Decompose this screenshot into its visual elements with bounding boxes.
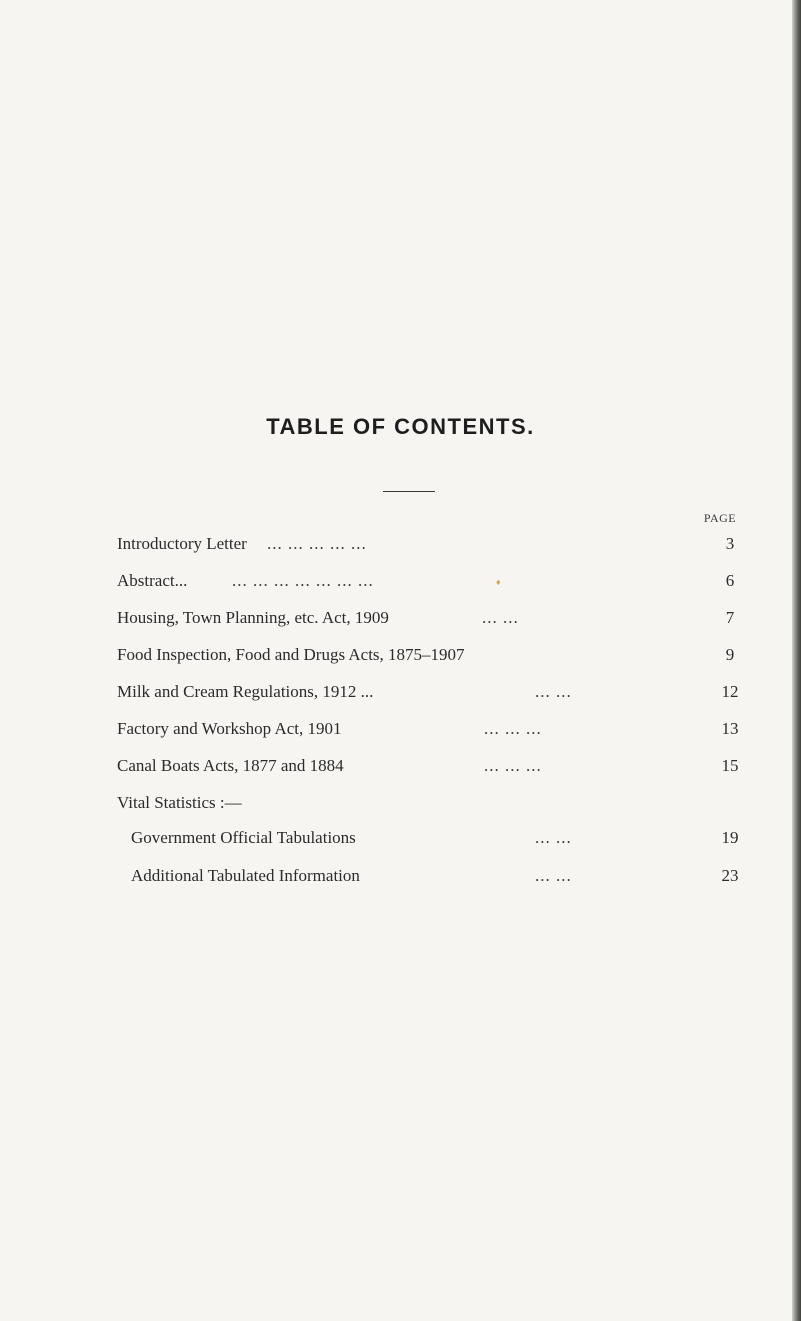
toc-entry-label: Vital Statistics :— [117, 793, 242, 812]
page-column-header: PAGE [703, 511, 737, 525]
toc-entry-leaders: ... ... ... [484, 719, 542, 738]
toc-entry-label: Milk and Cream Regulations, 1912 ... [117, 682, 374, 701]
toc-entry-leaders: ... ... [535, 866, 572, 885]
toc-section-heading [117, 791, 757, 815]
toc-entry-leaders: ... ... [482, 608, 519, 627]
ink-mark: ♦ [496, 577, 501, 587]
toc-entry [117, 826, 757, 850]
toc-entry-label: Food Inspection, Food and Drugs Acts, 1875–1907 [117, 645, 465, 664]
toc-entry [117, 717, 757, 741]
page-title: TABLE OF CONTENTS. [266, 414, 535, 439]
toc-entry-leaders: ... ... ... [484, 756, 542, 775]
toc-entry [117, 606, 757, 630]
toc-entry-page: 9 [725, 645, 735, 664]
toc-entry-page: 6 [725, 571, 735, 590]
toc-entry-label: Government Official Tabulations [131, 828, 356, 847]
toc-entry [117, 569, 757, 593]
toc-entry [117, 643, 757, 667]
toc-entry-label: Factory and Workshop Act, 1901 [117, 719, 342, 738]
toc-entry-leaders: ... ... ... ... ... ... ... [232, 571, 374, 590]
page-edge-shadow [792, 0, 801, 1321]
toc-entry [117, 754, 757, 778]
toc-entry-label: Additional Tabulated Information [131, 866, 360, 885]
title-divider [383, 491, 435, 492]
toc-entry-page: 7 [725, 608, 735, 627]
toc-entry [117, 532, 757, 556]
toc-entry-label: Housing, Town Planning, etc. Act, 1909 [117, 608, 389, 627]
toc-entry [117, 864, 757, 888]
toc-entry-label: Abstract... [117, 571, 188, 590]
toc-entry-page: 3 [725, 534, 735, 553]
toc-entry-page: 13 [721, 719, 739, 738]
toc-entry-page: 23 [721, 866, 739, 885]
toc-entry-leaders: ... ... ... ... ... [267, 534, 367, 553]
toc-entry-page: 12 [721, 682, 739, 701]
toc-entry-leaders: ... ... [535, 682, 572, 701]
toc-entry-page: 19 [721, 828, 739, 847]
toc-entry-page: 15 [721, 756, 739, 775]
toc-entry-label: Introductory Letter [117, 534, 247, 553]
toc-entry-label: Canal Boats Acts, 1877 and 1884 [117, 756, 344, 775]
toc-entry [117, 680, 757, 704]
toc-entry-leaders: ... ... [535, 828, 572, 847]
